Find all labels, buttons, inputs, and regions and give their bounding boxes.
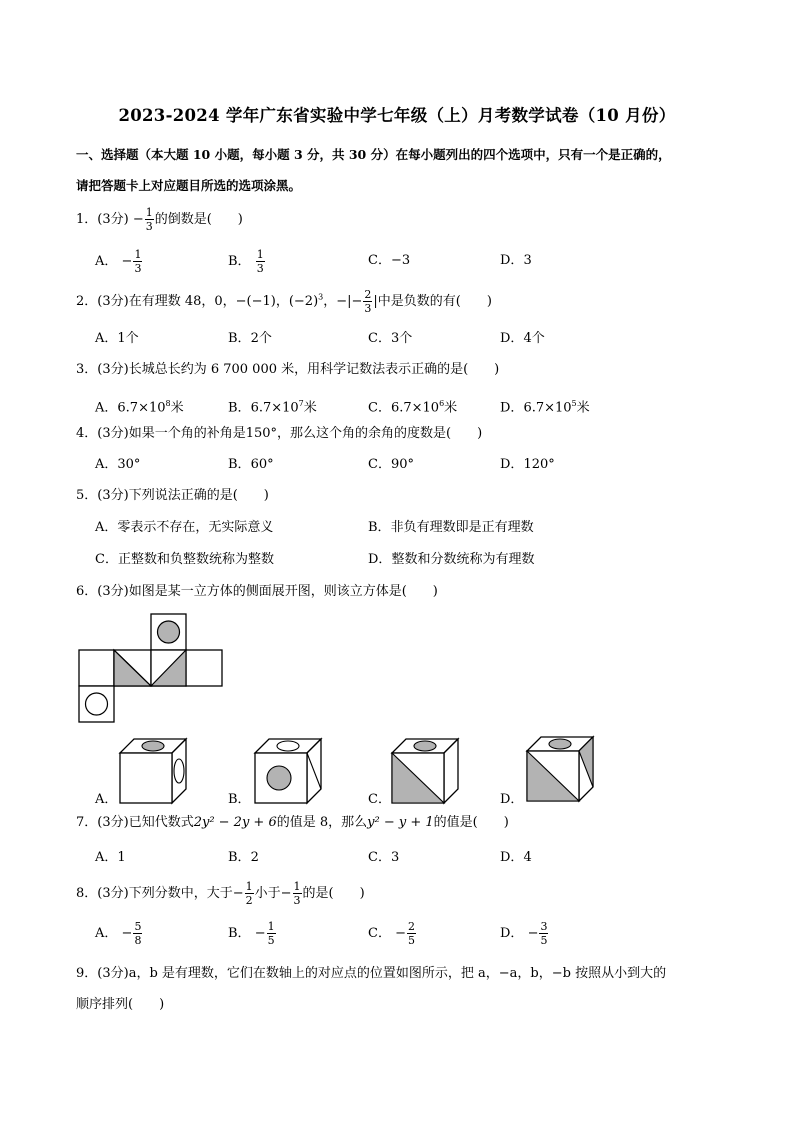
expression: 2y² − 2y + 6 [193,815,277,830]
q7-option-c[interactable]: C．3 [368,850,400,865]
cube-option-c-icon [390,737,462,807]
question-6: 6．(3分)如图是某一立方体的侧面展开图，则该立方体是( ) [76,584,438,599]
q8-option-d[interactable]: D． − $\frac{3}{5}$ [500,920,548,947]
question-4: 4．(3分)如果一个角的补角是150°，那么这个角的余角的度数是( ) [76,426,483,441]
q8-option-b[interactable]: B． − $\frac{1}{5}$ [228,920,275,947]
question-8: 8．(3分)下列分数中，大于− $\frac{1}{2}$ 小于− $\frac{1}{3}$ 的是( ) [76,880,365,907]
q3-option-b[interactable]: B．$6.7\times 10^7$米 [228,399,317,416]
cube-option-b-icon [253,737,325,807]
q3-option-c[interactable]: C．$6.7\times 10^6$米 [368,399,458,416]
q5-option-c[interactable]: C．正整数和负整数统称为整数 [95,552,274,567]
q3-option-a[interactable]: A．$6.7\times 10^8$米 [95,399,184,416]
cube-net-figure [76,612,226,727]
expression: y² − y + 1 [367,815,434,830]
section-heading-line2: 请把答题卡上对应题目所选的选项涂黑。 [76,178,302,193]
q4-option-b[interactable]: B．60° [228,457,274,472]
q5-option-b[interactable]: B．非负有理数即是正有理数 [368,520,534,535]
q4-option-d[interactable]: D．120° [500,457,555,472]
question-2: 2．(3分)在有理数 48，0，−(−1)，$(-2)^3$，−|− $\frac{2}{3}$ |中是负数的有( ) [76,288,492,315]
question-number: 1．(3分) [76,212,129,227]
question-3: 3．(3分)长城总长约为 6 700 000 米，用科学记数法表示正确的是( ) [76,362,500,377]
q6-option-c[interactable]: C． [368,792,391,807]
cube-option-a-icon [118,737,190,807]
q1-option-c[interactable]: C．−3 [368,253,411,268]
cube-option-d-icon [525,735,597,805]
minus-sign: − [132,212,144,227]
q4-option-c[interactable]: C．90° [368,457,414,472]
q1-option-a[interactable]: A． − $\frac{1}{3}$ [95,248,142,275]
section-heading-line1: 一、选择题（本大题 10 小题，每小题 3 分，共 30 分）在每小题列出的四个选项中，只有一个是正确的， [76,147,671,162]
question-9-line2: 顺序排列( ) [76,997,165,1012]
q6-option-b[interactable]: B． [228,792,251,807]
q3-option-d[interactable]: D．$6.7\times 10^5$米 [500,399,590,416]
q6-option-a[interactable]: A． [95,792,118,807]
q6-option-d[interactable]: D． [500,792,524,807]
q2-option-a[interactable]: A．1个 [95,331,139,346]
q2-option-c[interactable]: C．3个 [368,331,413,346]
question-9: 9．(3分)a，b 是有理数，它们在数轴上的对应点的位置如图所示，把 a，−a，b，−b 按照从小到大的 [76,966,667,981]
q5-option-d[interactable]: D．整数和分数统称为有理数 [368,552,535,567]
q8-option-a[interactable]: A． − $\frac{5}{8}$ [95,920,142,947]
question-5: 5．(3分)下列说法正确的是( ) [76,488,269,503]
q7-option-a[interactable]: A．1 [95,850,126,865]
q2-option-b[interactable]: B．2个 [228,331,272,346]
q5-option-a[interactable]: A．零表示不存在，无实际意义 [95,520,274,535]
q7-option-d[interactable]: D．4 [500,850,532,865]
q1-option-b[interactable]: B． $\frac{1}{3}$ [228,248,264,275]
q4-option-a[interactable]: A．30° [95,457,141,472]
q1-option-d[interactable]: D．3 [500,253,532,268]
q7-option-b[interactable]: B．2 [228,850,259,865]
q8-option-c[interactable]: C． − $\frac{2}{5}$ [368,920,415,947]
fraction: $\frac{1}{3}$ [145,206,153,233]
question-7: 7．(3分)已知代数式2y² − 2y + 6的值是 8，那么y² − y + 1的值是( ) [76,815,509,830]
question-1: 1．(3分) − $\frac{1}{3}$ 的倒数是( ) [76,206,243,233]
q2-option-d[interactable]: D．4个 [500,331,545,346]
page-title: 2023-2024 学年广东省实验中学七年级（上）月考数学试卷（10 月份） [118,106,676,125]
